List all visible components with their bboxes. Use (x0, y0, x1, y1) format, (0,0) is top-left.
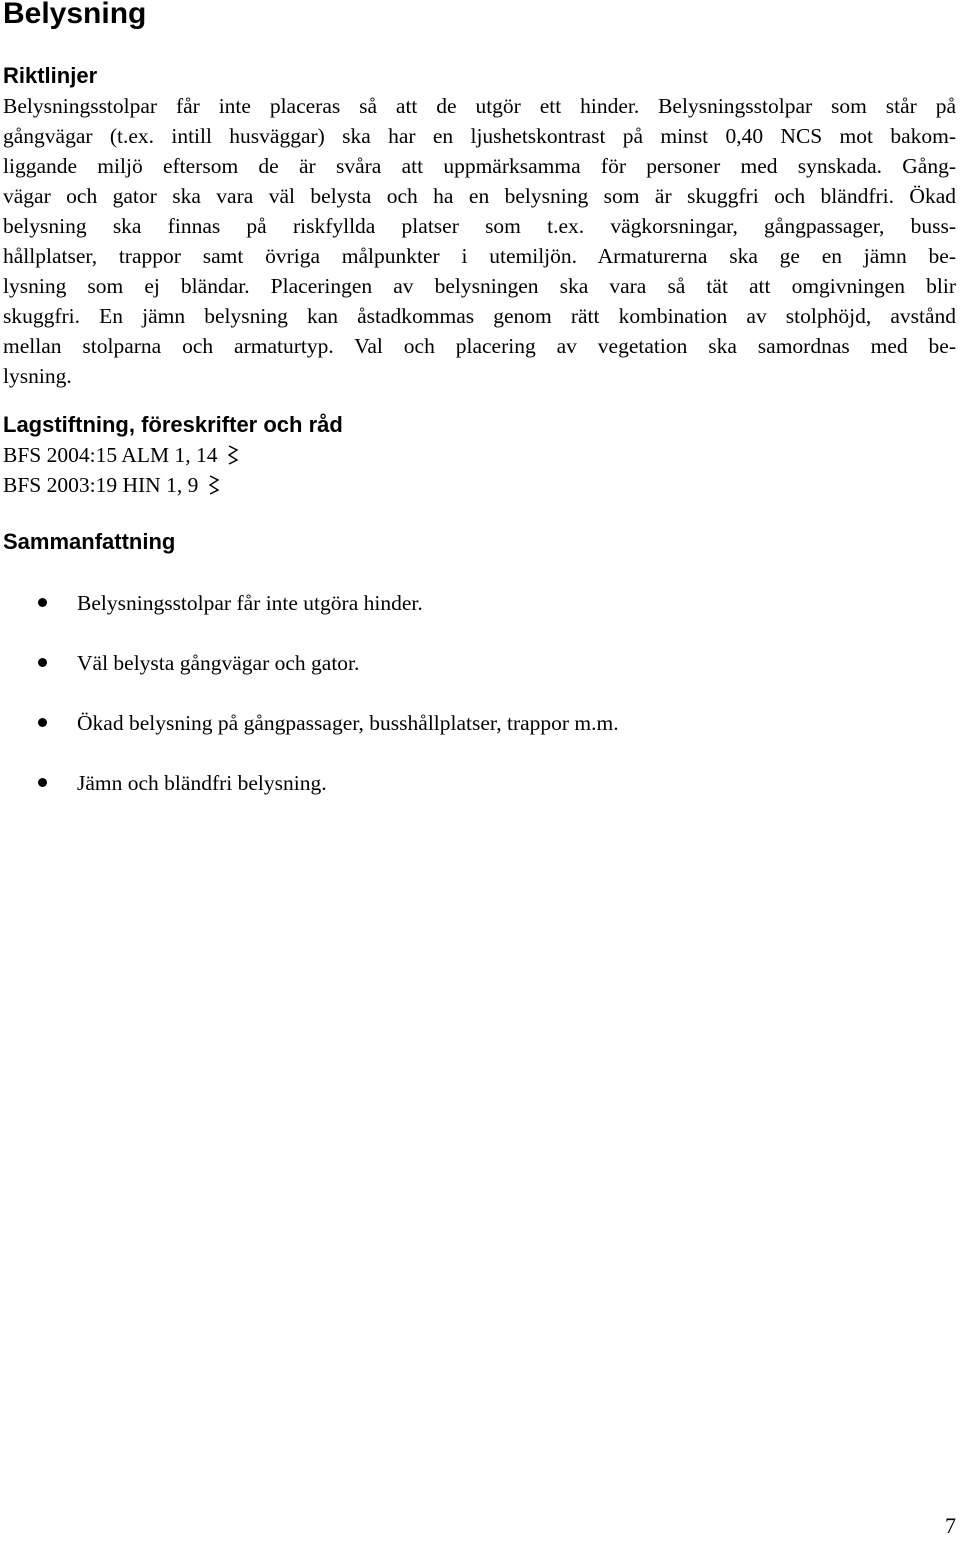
paragraph-line: hållplatser, trappor samt övriga målpunkter i utemiljön. Armaturerna ska ge en jämn be- (3, 244, 956, 268)
bullet-icon (38, 598, 47, 607)
paragraph-line: lysning som ej bländar. Placeringen av belysningen ska vara så tät att omgivningen blir (3, 274, 956, 298)
list-item-text: Ökad belysning på gångpassager, busshållplatser, trappor m.m. (77, 711, 619, 735)
legislation-heading: Lagstiftning, föreskrifter och råd (3, 412, 343, 437)
page-title: Belysning (3, 0, 147, 30)
list-item-text: Belysningsstolpar får inte utgöra hinder. (77, 591, 423, 615)
paragraph-line: belysning ska finnas på riskfyllda platser som t.ex. vägkorsningar, gångpassager, buss- (3, 214, 956, 238)
legislation-reference (3, 470, 220, 500)
guidelines-heading: Riktlinjer (3, 63, 98, 88)
bullet-icon (38, 658, 47, 667)
reference-text: BFS 2003:19 HIN 1, 9 (3, 473, 199, 497)
page-number: 7 (945, 1513, 956, 1538)
paragraph-line: liggande miljö eftersom de är svåra att uppmärksamma för personer med synskada. Gång- (3, 154, 956, 178)
paragraph-line: skuggfri. En jämn belysning kan åstadkommas genom rätt kombination av stolphöjd, avstånd (3, 304, 956, 328)
paragraph-line: vägar och gator ska vara väl belysta och ha en belysning som är skuggfri och bländfri. Ökad (3, 184, 956, 208)
section-sign-icon (208, 474, 220, 496)
paragraph-line: lysning. (3, 364, 72, 388)
bullet-icon (38, 778, 47, 787)
paragraph-line: mellan stolparna och armaturtyp. Val och placering av vegetation ska samordnas med be- (3, 334, 956, 358)
bullet-icon (38, 718, 47, 727)
reference-text: BFS 2004:15 ALM 1, 14 (3, 443, 218, 467)
guidelines-paragraph (3, 91, 956, 391)
list-item-text: Jämn och bländfri belysning. (77, 771, 327, 795)
summary-heading: Sammanfattning (3, 529, 176, 554)
section-sign-icon (227, 444, 239, 466)
legislation-reference (3, 440, 239, 470)
list-item-text: Väl belysta gångvägar och gator. (77, 651, 360, 675)
paragraph-line: gångvägar (t.ex. intill husväggar) ska har en ljushetskontrast på minst 0,40 NCS mot bakom- (3, 124, 956, 148)
paragraph-line: Belysningsstolpar får inte placeras så att de utgör ett hinder. Belysningsstolpar som står på (3, 94, 956, 118)
